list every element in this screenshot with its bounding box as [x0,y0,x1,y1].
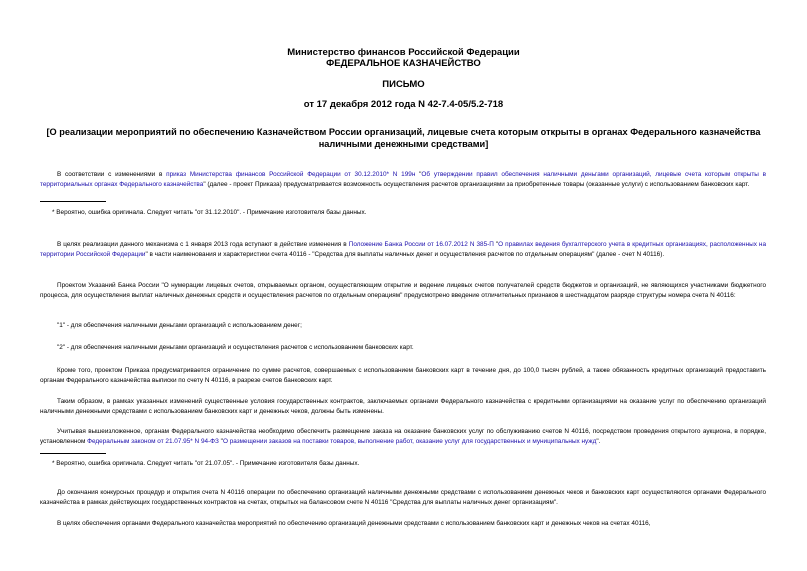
paragraph-1 [40,170,766,189]
paragraph-2 [40,240,766,259]
document-date-number: от 17 декабря 2012 года N 42-7.4-05/5.2-718 [303,99,504,110]
document-type: ПИСЬМО [382,79,425,90]
paragraph-text: " [415,171,422,178]
paragraph-10: В целях обеспечения органами Федерального казначейства мероприятий по обеспечению организаций денежными средствами с использованием банковских карт и денежных чеков на счетах 40116, [57,520,651,527]
link-law-title[interactable]: О размещении заказов на поставки товаров, выполнение работ, оказание услуг для государственных и муниципальных нужд [222,437,597,445]
document-subject: [О реализации мероприятий по обеспечению Казначейством России организаций, лицевые счета которым открыты в органах Федерального казначейства наличными денежными средствами] [46,127,761,149]
link-order-title[interactable]: Об утверждении правил обеспечения наличными деньгами организаций, лицевые счета которым открыты в территориальных органах Федерального казначейства [40,171,767,188]
footnote-divider [40,453,106,454]
link-law-94fz[interactable]: Федеральным законом от 21.07.95* N 94-ФЗ [87,437,219,445]
footnote-2: * Вероятно, ошибка оригинала. Следует читать "от 21.07.05". - Примечание изготовителя базы данных. [52,460,360,467]
footnote-divider [40,201,106,202]
paragraph-3: Проектом Указаний Банка России "О нумерации лицевых счетов, открываемых органом, осуществляющим открытие и ведение лицевых счетов получателей средств бюджетов и организаций, не являющихся участниками бюджетного процесса, для осуществления выплат наличных денежных средств и осуществления расчетов по отдельным операциям" предусмотрено введение отличительных признаков в шестнадцатом разряде структуры номера счета N 40116: [40,282,766,299]
link-order-199n[interactable]: приказ Министерства финансов Российской Федерации от 30.12.2010* N 199н [166,171,416,178]
paragraph-9: До окончания конкурсных процедур и открытия счета N 40116 операции по обеспечению организаций наличными денежными средствами с использованием денежных чеков и банковских карт осуществляются органами Федерального казначейства в рамках действующих государственных контрактов на счетах, открытых на балансовом счете N 40116 "Средства для выплаты наличных денег организациям". [40,489,766,506]
paragraph-text: " (далее - проект Приказа) предусматривается возможность осуществления расчетов организациями за приобретенные товары (оказанные услуги) с использованием банковских карт. [203,180,750,188]
paragraph-text: В соответствии с изменениями в [57,171,167,178]
paragraph-7: Таким образом, в рамках указанных изменений существенные условия государственных контрактов, заключаемых органами Федерального казначейства с кредитными организациями на оказание услуг по обеспечению организаций наличными денежными средствами с использованием банковских карт и денежных чеков, должны быть изменены. [40,398,766,415]
paragraph-8 [40,427,766,446]
footnote-1: * Вероятно, ошибка оригинала. Следует читать "от 31.12.2010". - Примечание изготовителя базы данных. [52,209,367,216]
paragraph-5: "2" - для обеспечения наличными деньгами организаций и осуществления расчетов с использованием банковских карт. [57,344,414,351]
paragraph-text: В целях реализации данного механизма с 1 января 2013 года вступают в действие изменения в [57,241,349,248]
link-regulation-385p[interactable]: Положение Банка России от 16.07.2012 N 385-П [348,241,494,248]
paragraph-4: "1" - для обеспечения наличными деньгами организаций с использованием денег; [57,322,302,329]
paragraph-6: Кроме того, проектом Приказа предусматривается ограничение по сумме расчетов, совершаемых с использованием банковских карт в течение дня, до 100,0 тысяч рублей, а также обязанность кредитных организаций предоставить органам Федерального казначейства выписки по счету N 40116, в разрезе счетов банковских карт. [40,367,766,384]
paragraph-text: " [493,241,499,248]
issuer-treasury: ФЕДЕРАЛЬНОЕ КАЗНАЧЕЙСТВО [326,58,481,69]
paragraph-text: " [218,437,223,445]
paragraph-text: " в части наименования и характеристики счета 40116 - "Средства для выплаты наличных денег и осуществления расчетов по отдельным операциям" (далее - счет N 40116). [145,250,665,258]
link-regulation-title[interactable]: О правилах ведения бухгалтерского учета в кредитных организациях, расположенных на территории Российской Федерации [40,241,767,258]
paragraph-text: ". [596,437,601,445]
issuer-ministry: Министерство финансов Российской Федерации [287,47,520,58]
paragraph-text: Учитывая вышеизложенное, органам Федерального казначейства необходимо обеспечить размещение заказа на оказание банковских услуг по обслуживанию счетов N 40116, посредством проведения открытого аукциона, в порядке, установленном [40,428,766,445]
